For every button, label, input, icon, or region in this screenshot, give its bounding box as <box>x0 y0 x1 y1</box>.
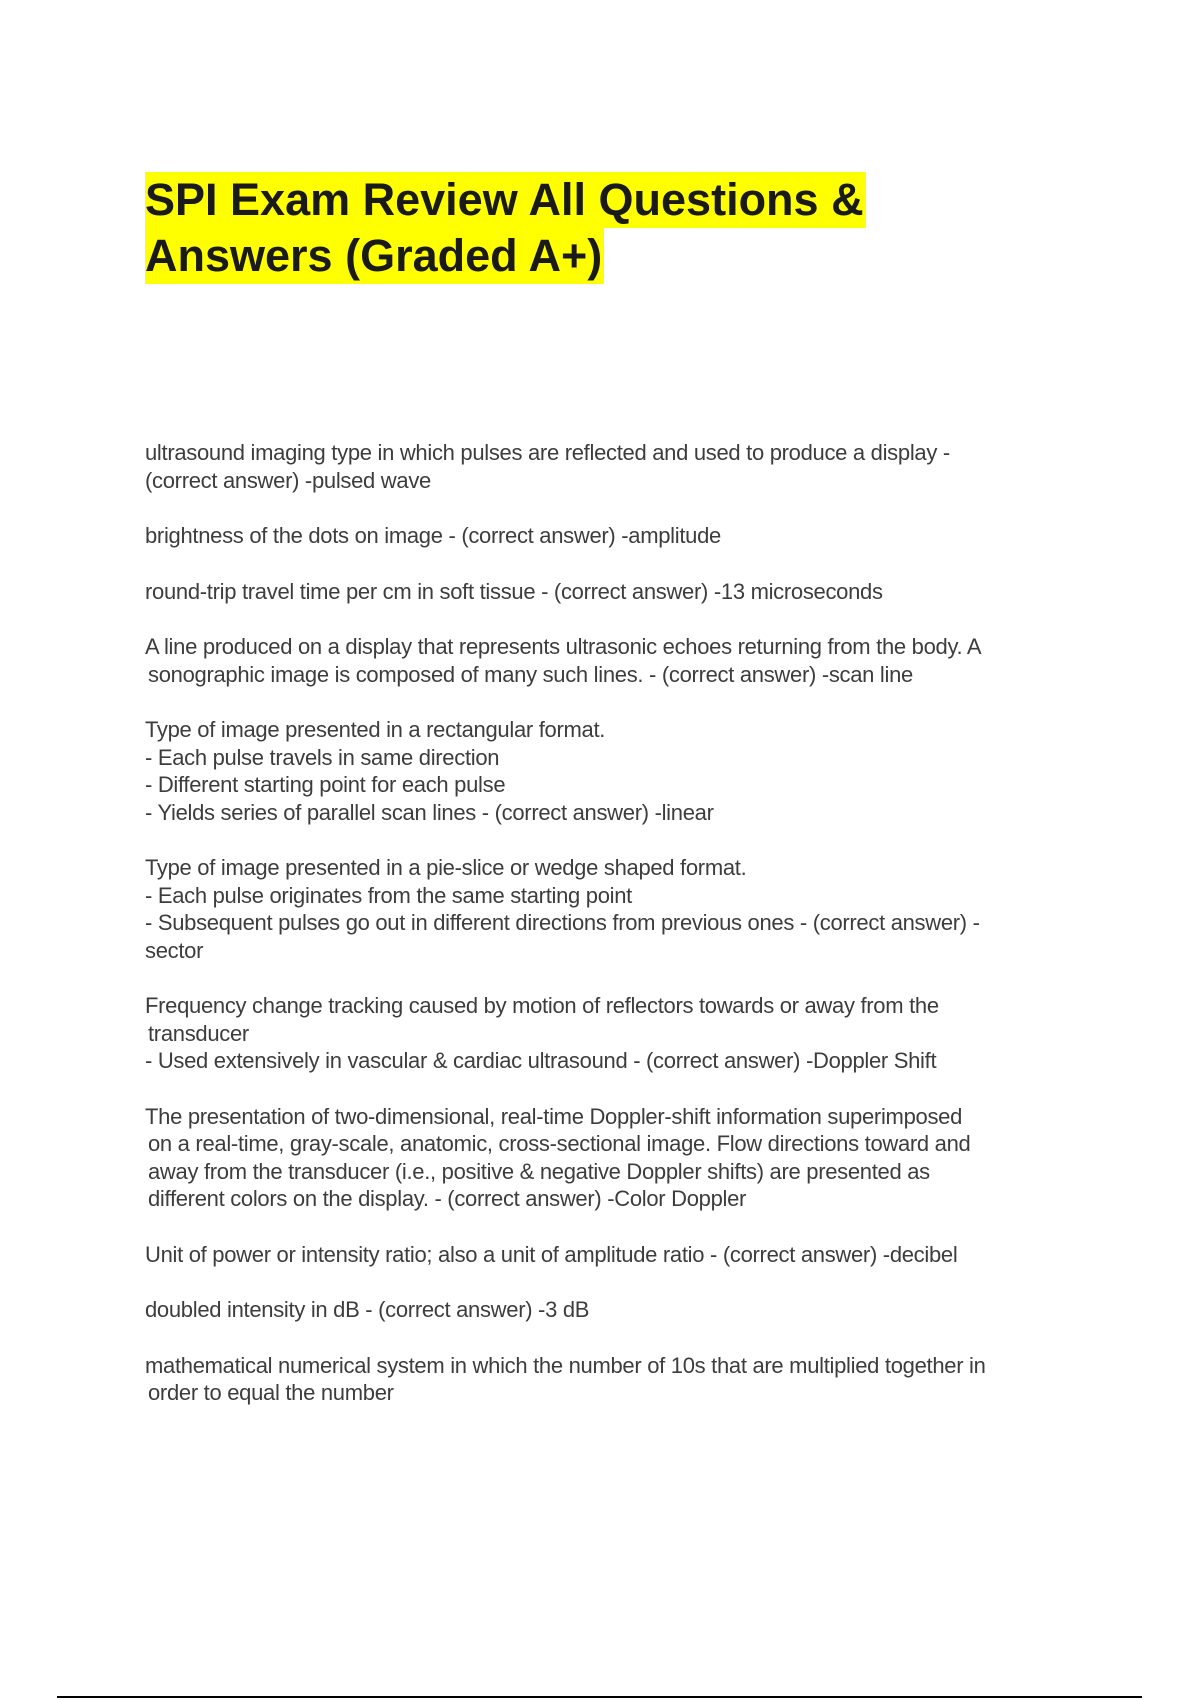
entry-line: round-trip travel time per cm in soft tissue - (correct answer) -13 microseconds <box>145 578 883 604</box>
entry-line: brightness of the dots on image - (correct answer) -amplitude <box>145 523 721 548</box>
entry-line: Type of image presented in a pie-slice or wedge shaped format. <box>145 855 747 880</box>
entry-line: on a real-time, gray-scale, anatomic, cross-sectional image. Flow directions toward and <box>148 1131 971 1156</box>
entry-line: - Each pulse originates from the same starting point <box>145 882 632 908</box>
qa-entry <box>145 716 1080 826</box>
entry-line: doubled intensity in dB - (correct answer) -3 dB <box>145 1297 590 1322</box>
qa-list <box>145 439 1080 1435</box>
qa-entry <box>145 578 1080 606</box>
entry-line: different colors on the display. - (correct answer) -Color Doppler <box>148 1186 747 1211</box>
entry-line: A line produced on a display that represents ultrasonic echoes returning from the body. A <box>145 634 982 659</box>
entry-line: mathematical numerical system in which the number of 10s that are multiplied together in <box>145 1352 986 1378</box>
entry-line: (correct answer) -pulsed wave <box>145 467 431 493</box>
entry-line: - Used extensively in vascular & cardiac ultrasound - (correct answer) -Doppler Shift <box>145 1048 937 1073</box>
qa-entry <box>145 1352 1080 1407</box>
entry-line: Frequency change tracking caused by motion of reflectors towards or away from the <box>145 993 939 1018</box>
entry-line: The presentation of two-dimensional, real-time Doppler-shift information superimposed <box>145 1103 963 1129</box>
title-line: SPI Exam Review All Questions & <box>145 172 866 228</box>
qa-entry <box>145 1103 1080 1213</box>
entry-line: Unit of power or intensity ratio; also a unit of amplitude ratio - (correct answer) -decibel <box>145 1241 958 1267</box>
qa-entry <box>145 439 1080 494</box>
entry-line: Type of image presented in a rectangular format. <box>145 717 606 742</box>
qa-entry <box>145 633 1080 688</box>
qa-entry <box>145 522 1080 550</box>
entry-line: sector <box>145 937 204 963</box>
qa-entry <box>145 992 1080 1075</box>
title-line: Answers (Graded A+) <box>145 228 604 284</box>
entry-line: - Subsequent pulses go out in different directions from previous ones - (correct answer) - <box>145 910 980 935</box>
entry-line: - Each pulse travels in same direction <box>145 744 500 770</box>
qa-entry <box>145 854 1080 964</box>
entry-line: - Different starting point for each pulse <box>145 772 506 797</box>
document-title <box>145 172 1045 284</box>
entry-line: - Yields series of parallel scan lines - (correct answer) -linear <box>145 799 714 825</box>
entry-line: transducer <box>148 1020 249 1046</box>
qa-entry <box>145 1241 1080 1269</box>
entry-line: away from the transducer (i.e., positive & negative Doppler shifts) are presented as <box>148 1158 930 1184</box>
qa-entry <box>145 1296 1080 1324</box>
entry-line: sonographic image is composed of many such lines. - (correct answer) -scan line <box>148 661 913 687</box>
entry-line: ultrasound imaging type in which pulses are reflected and used to produce a display - <box>145 440 950 465</box>
entry-line: order to equal the number <box>148 1380 394 1405</box>
footer-divider <box>57 1696 1142 1698</box>
